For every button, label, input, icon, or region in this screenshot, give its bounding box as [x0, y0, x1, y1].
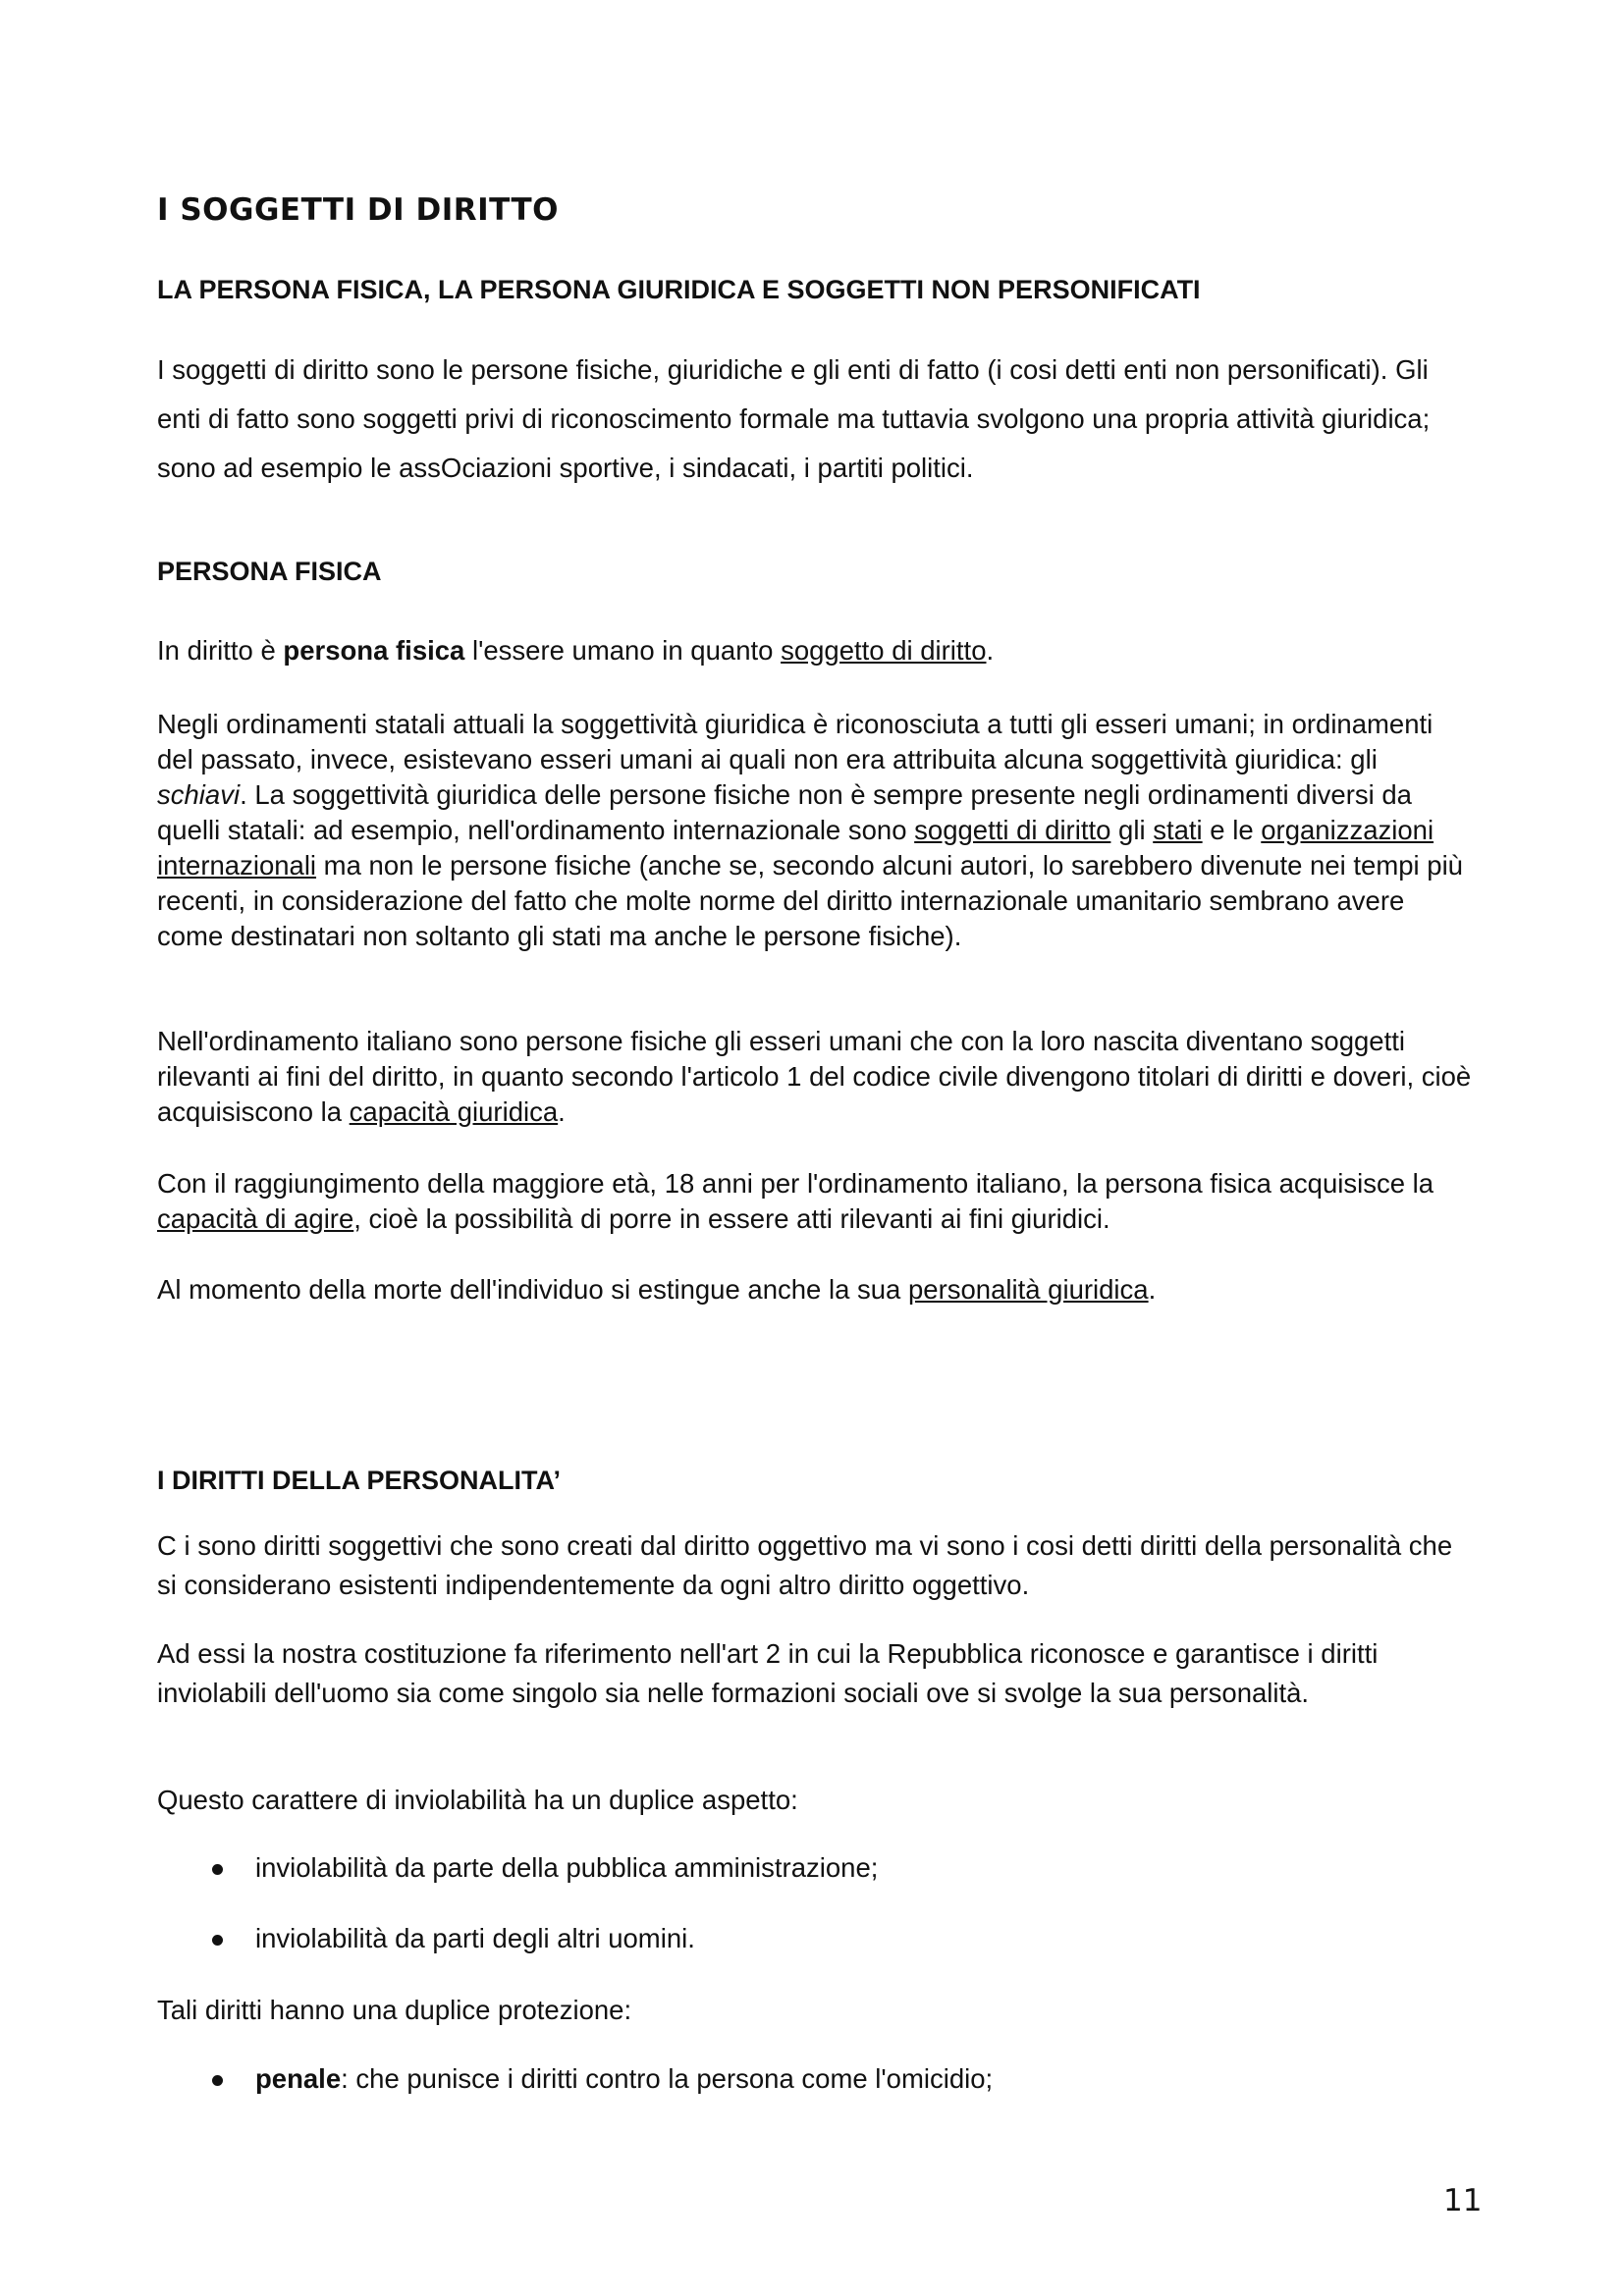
protection-list [157, 2061, 1473, 2097]
inviolability-list [157, 1850, 1473, 1956]
term-persona-fisica: persona fisica [283, 635, 465, 666]
bullet-icon [212, 1935, 223, 1946]
persona-fisica-heading: PERSONA FISICA [157, 557, 382, 586]
diritti-paragraph-4: Tali diritti hanno una duplice protezione: [157, 1995, 632, 2025]
link-soggetti-di-diritto[interactable]: soggetti di diritto [914, 815, 1111, 845]
page-number: 11 [1443, 2183, 1483, 2218]
persona-fisica-paragraph-5: Al momento della morte dell'individuo si estingue anche la sua personalità giuridica. [157, 1274, 1157, 1305]
persona-fisica-paragraph-3: Nell'ordinamento italiano sono persone fisiche gli esseri umani che con la loro nascita diventano soggetti rilevanti ai fini del diritto, in quanto secondo l'articolo 1 del codice civile divengono titolari di diritti e doveri, cioè acquisiscono la capacità giuridica. [157, 1026, 1472, 1127]
link-capacita-di-agire[interactable]: capacità di agire [157, 1203, 354, 1234]
list-item: inviolabilità da parti degli altri uomini. [157, 1921, 1473, 1956]
diritti-personalita-heading: I DIRITTI DELLA PERSONALITA’ [157, 1466, 561, 1495]
link-personalita-giuridica[interactable]: personalità giuridica [908, 1274, 1149, 1305]
list-item: penale: che punisce i diritti contro la persona come l'omicidio; [157, 2061, 1473, 2097]
intro-paragraph: I soggetti di diritto sono le persone fisiche, giuridiche e gli enti di fatto (i cosi detti enti non personificati). Gli enti di fatto sono soggetti privi di riconoscimento formale ma tuttavia svolgono una propria attività giuridica; sono ad esempio le assOciazioni sportive, i sindacati, i partiti politici. [157, 354, 1431, 483]
list-item: inviolabilità da parte della pubblica amministrazione; [157, 1850, 1473, 1886]
link-soggetto-di-diritto[interactable]: soggetto di diritto [781, 635, 987, 666]
link-organizzazioni-internazionali[interactable]: organizzazioni internazionali [157, 815, 1434, 881]
persona-fisica-paragraph-2: Negli ordinamenti statali attuali la soggettività giuridica è riconosciuta a tutti gli esseri umani; in ordinamenti del passato, invece, esistevano esseri umani ai quali non era attribuita alcuna soggettività giuridica: gli schiavi. La soggettività giuridica delle persone fisiche non è sempre presente negli ordinamenti diversi da quelli statali: ad esempio, nell'ordinamento internazionale sono soggetti di diritto gli stati e le organizzazioni internazionali ma non le persone fisiche (anche se, secondo alcuni autori, lo sarebbero divenute nei tempi più recenti, in considerazione del fatto che molte norme del diritto internazionale umanitario sembrano avere come destinatari non soltanto gli stati ma anche le persone fisiche). [157, 709, 1463, 951]
link-capacita-giuridica[interactable]: capacità giuridica [349, 1096, 559, 1127]
link-stati[interactable]: stati [1153, 815, 1203, 845]
section-heading: LA PERSONA FISICA, LA PERSONA GIURIDICA E SOGGETTI NON PERSONIFICATI [157, 275, 1201, 304]
persona-fisica-paragraph-4: Con il raggiungimento della maggiore età, 18 anni per l'ordinamento italiano, la persona fisica acquisisce la capacità di agire, cioè la possibilità di porre in essere atti rilevanti ai fini giuridici. [157, 1168, 1434, 1234]
diritti-paragraph-3: Questo carattere di inviolabilità ha un duplice aspetto: [157, 1785, 798, 1815]
bullet-icon [212, 2075, 223, 2086]
persona-fisica-definition: In diritto è persona fisica l'essere umano in quanto soggetto di diritto. [157, 635, 995, 666]
diritti-paragraph-2: Ad essi la nostra costituzione fa riferimento nell'art 2 in cui la Repubblica riconosce e garantisce i diritti inviolabili dell'uomo sia come singolo sia nelle formazioni sociali ove si svolge la sua personalità. [157, 1638, 1379, 1708]
bullet-icon [212, 1864, 223, 1875]
diritti-paragraph-1: C i sono diritti soggettivi che sono creati dal diritto oggettivo ma vi sono i cosi detti diritti della personalità che si considerano esistenti indipendentemente da ogni altro diritto oggettivo. [157, 1530, 1453, 1600]
page-title: I SOGGETTI DI DIRITTO [157, 192, 559, 228]
document-page [157, 0, 1483, 2296]
term-schiavi: schiavi [157, 779, 241, 810]
